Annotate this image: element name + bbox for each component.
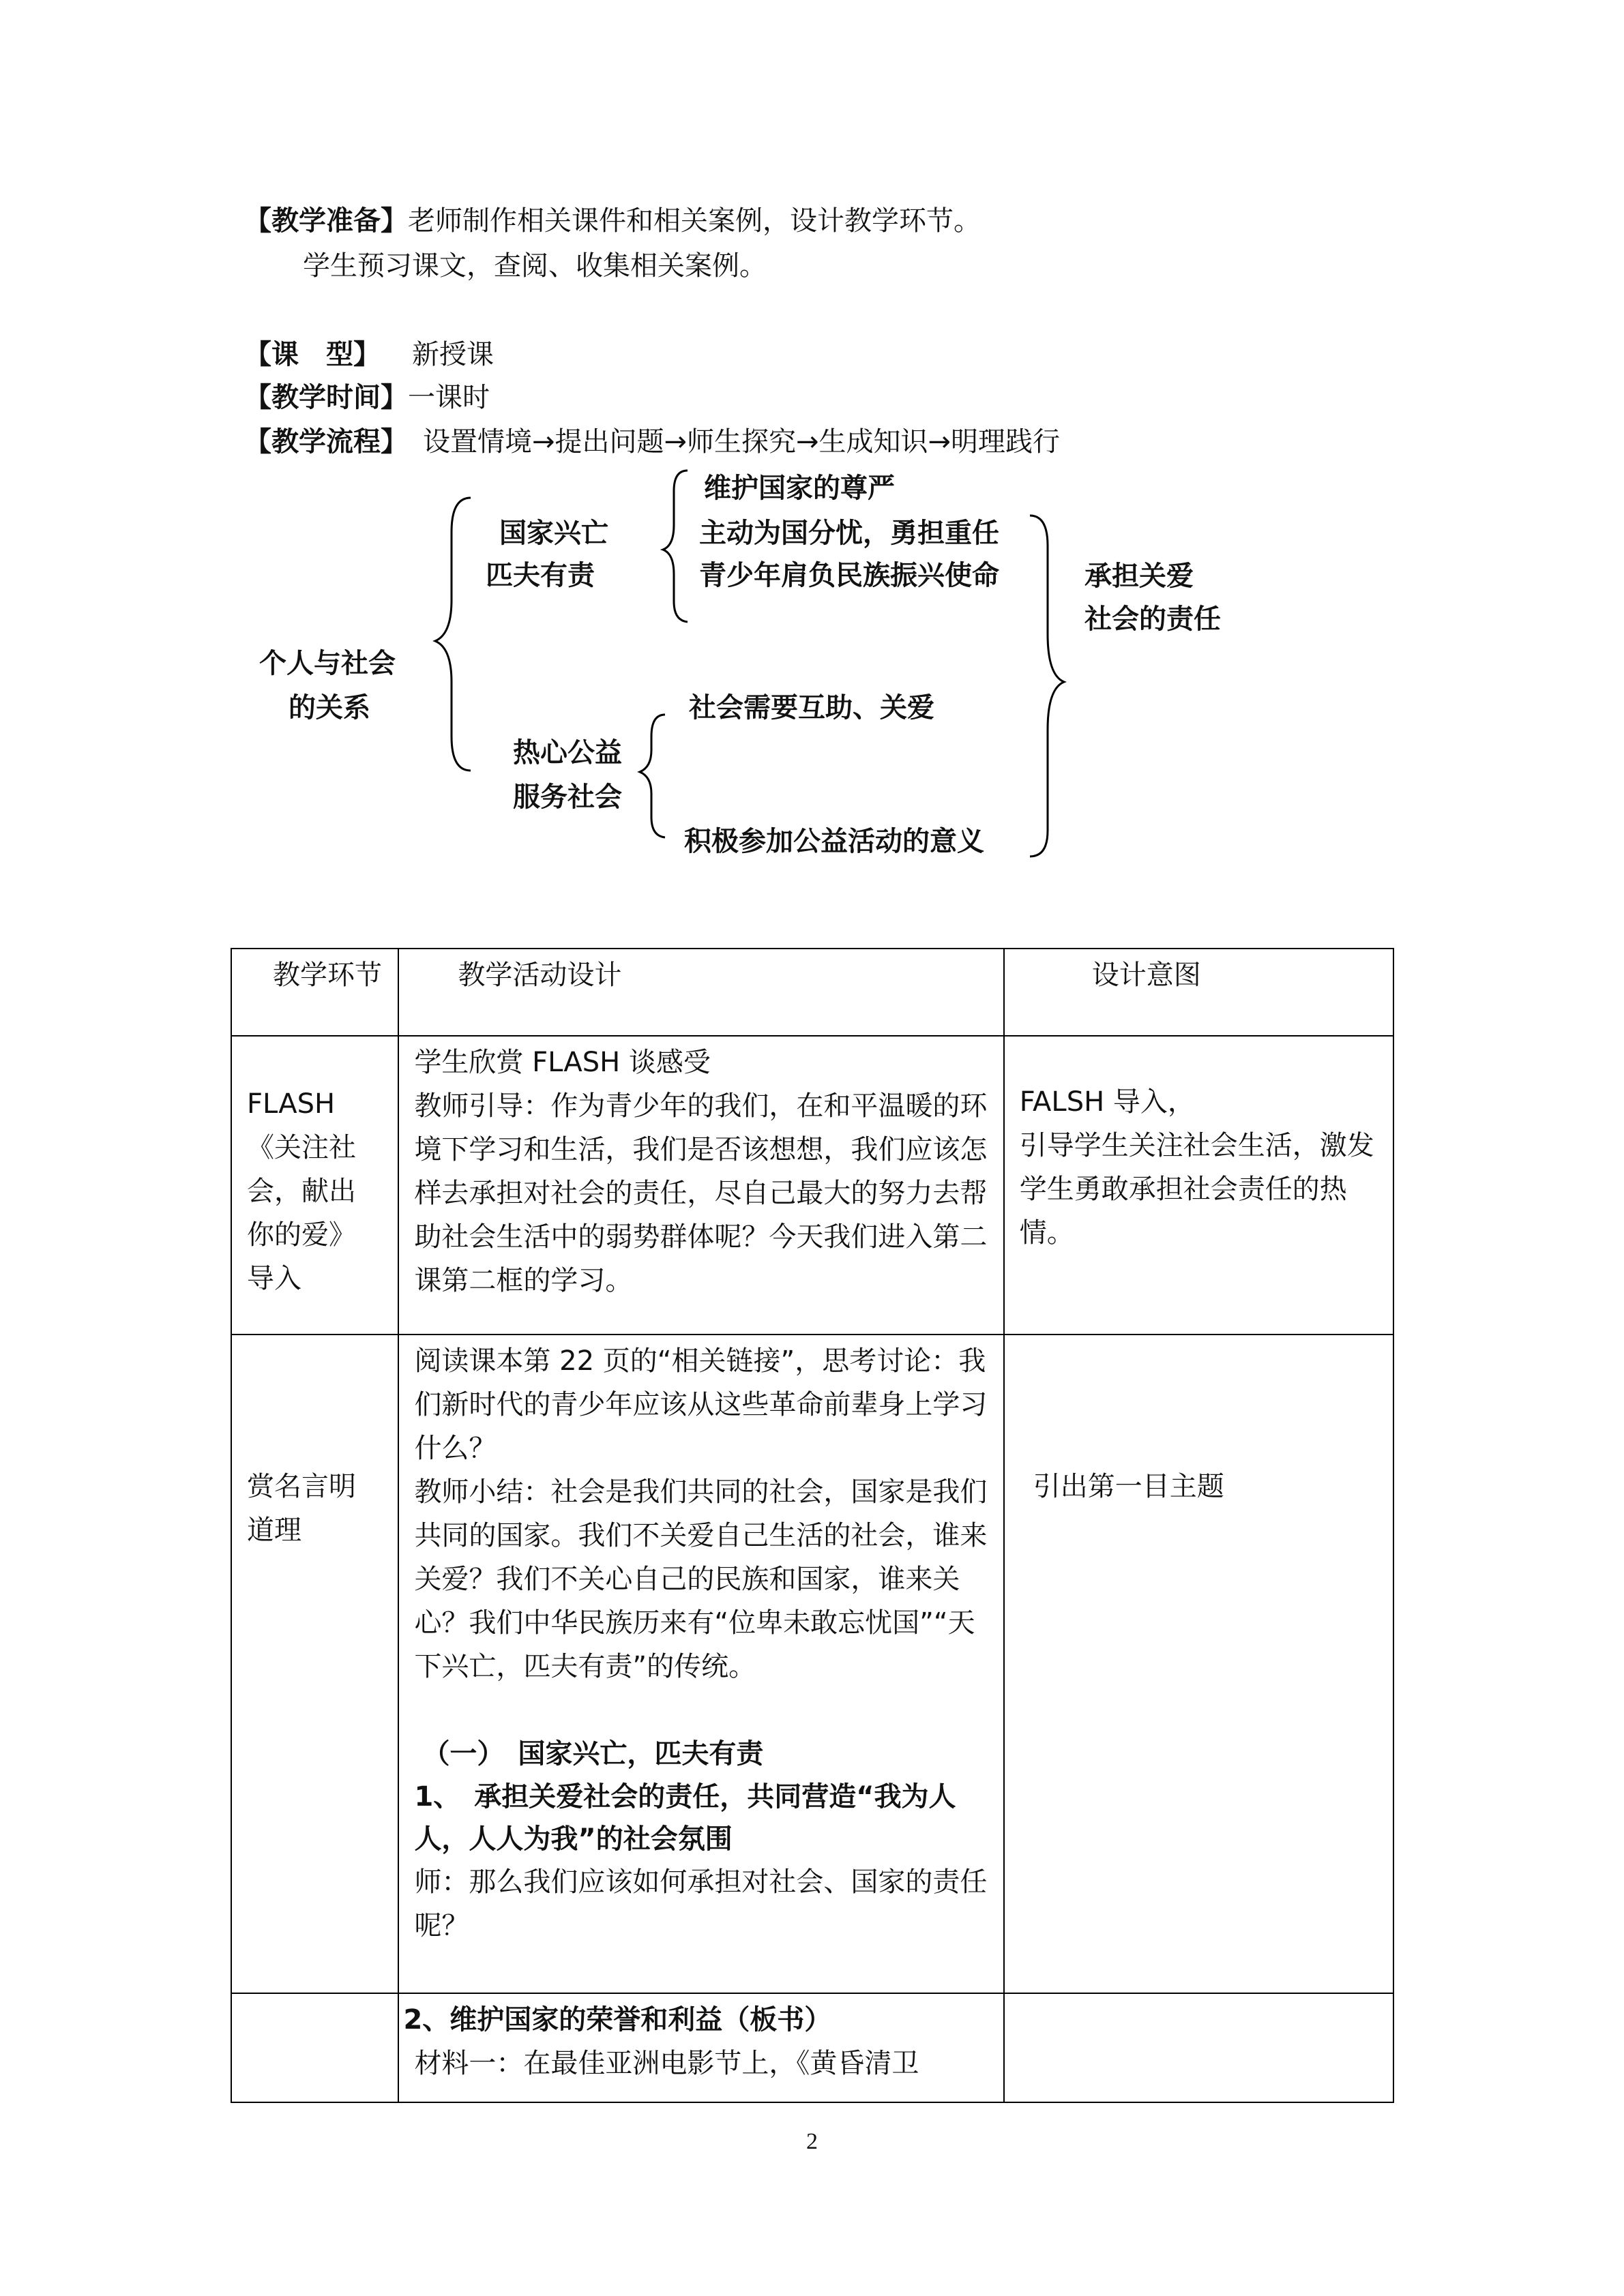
prep-teacher: 老师制作相关课件和相关案例，设计教学环节。 [408, 205, 981, 237]
diagram-right-2: 社会的责任 [1084, 603, 1221, 635]
row1-activity [398, 1036, 1003, 1335]
lesson-type-value: 新授课 [412, 339, 494, 370]
lesson-time-value: 一课时 [408, 382, 490, 413]
right-brace [1030, 516, 1064, 856]
row2-activity [398, 1335, 1003, 1993]
header-activity: 教学活动设计 [398, 949, 1003, 1036]
table-header-row [231, 949, 1393, 1036]
branch2-brace [640, 715, 665, 837]
table-row [231, 1036, 1393, 1335]
diagram-right-1: 承担关爱 [1084, 561, 1194, 592]
diagram-root-2: 的关系 [289, 692, 370, 724]
diagram-b2-item1: 社会需要互助、关爱 [689, 692, 934, 724]
diagram-b1-item1: 维护国家的尊严 [704, 473, 895, 504]
diagram-b1-item3: 青少年肩负民族振兴使命 [699, 560, 999, 591]
row2-activity-p1: 阅读课本第 22 页的“相关链接”，思考讨论：我们新时代的青少年应该从这些革命前辈身上学习什么？ [414, 1345, 988, 1464]
header-stage: 教学环节 [231, 949, 398, 1036]
lesson-flow-label: 【教学流程】 [244, 426, 408, 458]
prep-student: 学生预习课文，查阅、收集相关案例。 [303, 250, 767, 282]
lesson-time-label: 【教学时间】 [244, 382, 408, 413]
row1-intent [1004, 1036, 1393, 1335]
row3-activity [398, 1993, 1003, 2102]
row2-activity-p3: 师：那么我们应该如何承担对社会、国家的责任呢？ [414, 1866, 988, 1941]
row2-intent: 引出第一目主题 [1004, 1335, 1393, 1993]
table-row [231, 1993, 1393, 2102]
lesson-flow-value: 设置情境→提出问题→师生探究→生成知识→明理践行 [423, 426, 1061, 458]
row1-activity-p2: 教师引导：作为青少年的我们，在和平温暖的环境下学习和生活，我们是否该想想，我们应该怎样去承担对社会的责任，尽自己最大的努力去帮助社会生活中的弱势群体呢？今天我们进入第二课第二框的学习。 [414, 1090, 988, 1296]
table-row [231, 1335, 1393, 1993]
diagram-branch2-2: 服务社会 [513, 781, 622, 813]
header-intent: 设计意图 [1004, 949, 1393, 1036]
diagram-braces [0, 0, 1624, 886]
diagram-branch2-1: 热心公益 [513, 737, 622, 769]
row1-activity-p1: 学生欣赏 FLASH 谈感受 [414, 1047, 711, 1078]
row3-stage [231, 1993, 398, 2102]
row1-intent-p2: 引导学生关注社会生活，激发学生勇敢承担社会责任的热情。 [1019, 1130, 1374, 1249]
row3-activity-heading: 2、维护国家的荣誉和利益（板书） [403, 2004, 832, 2036]
diagram-branch1-2: 匹夫有责 [486, 560, 595, 591]
row3-intent [1004, 1993, 1393, 2102]
diagram-b1-item2: 主动为国分忧，勇担重任 [699, 518, 999, 549]
row2-activity-point1: 1、 承担关爱社会的责任，共同营造“我为人人，人人为我”的社会氛围 [414, 1781, 956, 1855]
row1-stage: FLASH《关注社会，献出你的爱》导入 [231, 1036, 398, 1335]
root-brace [435, 498, 471, 771]
row2-activity-heading: （一） 国家兴亡，匹夫有责 [422, 1738, 764, 1770]
branch1-brace [663, 471, 688, 622]
diagram-branch1-1: 国家兴亡 [499, 518, 608, 549]
row2-stage: 赏名言明道理 [231, 1335, 398, 1993]
row2-activity-p2: 教师小结：社会是我们共同的社会，国家是我们共同的国家。我们不关爱自己生活的社会，谁来关爱？我们不关心自己的民族和国家，谁来关心？我们中华民族历来有“位卑未敢忘忧国”“天下兴亡，匹夫有责”的传统。 [414, 1476, 988, 1682]
row3-activity-p1: 材料一：在最佳亚洲电影节上，《黄昏清卫 [414, 2048, 919, 2079]
lesson-type-label: 【课 型】 [244, 339, 381, 370]
diagram-root-1: 个人与社会 [259, 648, 396, 679]
prep-label: 【教学准备】 [244, 205, 408, 237]
row1-intent-p1: FALSH 导入， [1019, 1086, 1195, 1118]
lesson-plan-table [231, 948, 1394, 2103]
diagram-b2-item2: 积极参加公益活动的意义 [684, 826, 984, 857]
page-number: 2 [806, 2129, 818, 2154]
